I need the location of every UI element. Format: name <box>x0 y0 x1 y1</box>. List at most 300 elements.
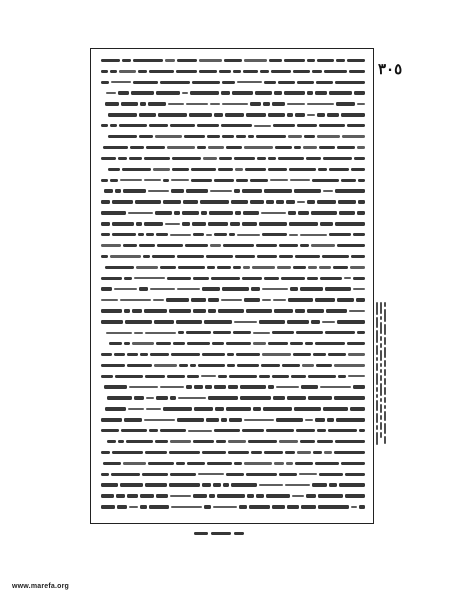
ink-word <box>193 494 207 497</box>
ink-word <box>268 342 288 345</box>
ink-word <box>335 440 365 443</box>
ink-word <box>138 70 147 73</box>
ink-word <box>272 375 289 378</box>
ink-word <box>170 495 191 497</box>
ink-word <box>111 473 140 476</box>
ink-word <box>297 451 311 453</box>
ink-word <box>298 211 309 214</box>
margin-ink-stroke <box>376 394 378 398</box>
ink-word <box>233 70 241 73</box>
ink-word <box>200 200 229 203</box>
ink-word <box>313 353 326 356</box>
ink-word <box>101 211 126 214</box>
ink-word <box>256 494 264 497</box>
ink-word <box>171 179 189 181</box>
ink-word <box>336 59 345 62</box>
margin-ink-stroke <box>380 383 382 396</box>
ink-word <box>317 59 334 62</box>
ink-word <box>120 483 143 486</box>
manuscript-line <box>99 153 365 164</box>
catchword-ink <box>234 532 244 535</box>
margin-ink-stroke <box>384 337 386 345</box>
ink-word <box>274 91 282 94</box>
ink-word <box>263 407 292 410</box>
margin-ink-stroke <box>380 432 382 438</box>
ink-word <box>287 113 293 116</box>
ink-word <box>199 70 217 73</box>
ink-word <box>148 462 174 465</box>
margin-ink-stroke <box>384 411 386 421</box>
ink-word <box>290 342 303 345</box>
manuscript-line <box>99 131 365 142</box>
ink-word <box>325 331 355 334</box>
margin-ink-stroke <box>384 360 386 367</box>
ink-word <box>274 309 293 312</box>
ink-word <box>215 407 224 410</box>
ink-word <box>350 407 365 410</box>
catchword-ink <box>194 532 208 535</box>
ink-word <box>239 505 247 508</box>
ink-word <box>348 353 365 355</box>
ink-word <box>306 157 321 160</box>
ink-word <box>170 473 196 476</box>
ink-word <box>323 407 348 410</box>
ink-word <box>318 505 349 508</box>
ink-word <box>145 375 165 378</box>
ink-word <box>299 473 317 475</box>
ink-word <box>130 146 144 149</box>
ink-word <box>129 157 142 160</box>
ink-word <box>324 451 332 453</box>
ink-word <box>127 364 152 367</box>
ink-word <box>132 309 142 312</box>
ink-word <box>272 102 285 105</box>
ink-word <box>235 211 241 214</box>
ink-word <box>118 91 129 94</box>
ink-word <box>169 451 200 454</box>
ink-word <box>279 255 293 258</box>
ink-word <box>178 331 184 334</box>
ink-word <box>209 494 215 497</box>
ink-word <box>249 505 270 508</box>
ink-word <box>282 364 300 367</box>
ink-word <box>206 234 212 236</box>
ink-word <box>317 135 340 137</box>
ink-word <box>177 418 204 421</box>
ink-word <box>312 483 327 486</box>
ink-word <box>149 505 169 508</box>
ink-word <box>123 462 146 464</box>
ink-word <box>296 331 323 334</box>
ink-word <box>266 494 290 497</box>
manuscript-line <box>99 262 365 273</box>
ink-word <box>211 277 240 280</box>
ink-word <box>276 200 284 203</box>
ink-word <box>101 451 110 454</box>
ink-word <box>204 320 232 323</box>
ink-word <box>229 418 242 421</box>
ink-word <box>262 233 287 236</box>
ink-word <box>295 462 313 465</box>
ink-word <box>256 135 286 138</box>
manuscript-text-frame <box>90 48 374 524</box>
ink-word <box>356 298 365 301</box>
margin-ink-stroke <box>380 398 382 402</box>
ink-word <box>168 103 184 105</box>
ink-word <box>279 244 298 247</box>
ink-word <box>140 505 147 508</box>
margin-ink-stroke <box>376 425 378 430</box>
ink-word <box>293 266 306 269</box>
ink-word <box>140 102 146 105</box>
ink-word <box>333 266 348 269</box>
manuscript-line <box>99 120 365 131</box>
ink-word <box>222 135 234 138</box>
ink-word <box>247 494 254 497</box>
ink-word <box>307 91 313 94</box>
ink-word <box>146 397 154 399</box>
ink-word <box>276 418 303 421</box>
ink-word <box>209 211 233 214</box>
ink-word <box>201 375 216 377</box>
ink-word <box>234 321 257 323</box>
ink-word <box>145 483 167 486</box>
ink-word <box>186 103 208 105</box>
ink-word <box>121 102 138 105</box>
ink-word <box>138 233 144 236</box>
ink-word <box>155 440 168 443</box>
ink-word <box>101 233 110 236</box>
ink-word <box>287 396 306 399</box>
ink-word <box>126 440 153 443</box>
ink-word <box>306 494 316 497</box>
ink-word <box>358 179 365 182</box>
margin-ink-stroke <box>376 330 378 343</box>
ink-word <box>308 266 317 268</box>
ink-word <box>284 91 305 94</box>
margin-ink-stroke <box>384 324 386 335</box>
ink-word <box>307 200 315 203</box>
ink-word <box>260 70 269 73</box>
ink-word <box>278 157 304 160</box>
ink-word <box>287 103 305 105</box>
ink-word <box>190 364 196 367</box>
margin-ink-stroke <box>376 345 378 355</box>
ink-word <box>248 135 254 138</box>
site-watermark: www.marefa.org <box>12 583 69 590</box>
ink-word <box>119 70 136 72</box>
ink-word <box>349 310 365 312</box>
ink-word <box>133 81 158 84</box>
ink-word <box>107 396 132 399</box>
ink-word <box>101 179 108 182</box>
ink-word <box>285 484 310 486</box>
ink-word <box>316 364 332 367</box>
ink-word <box>245 168 266 171</box>
margin-ink-stroke <box>380 375 382 381</box>
ink-word <box>359 429 365 432</box>
ink-word <box>307 277 318 280</box>
ink-word <box>339 211 355 214</box>
ink-word <box>112 233 136 236</box>
ink-word <box>222 287 249 290</box>
ink-word <box>320 386 351 388</box>
ink-word <box>197 146 206 149</box>
manuscript-line <box>99 240 365 251</box>
handwritten-text-block <box>99 55 365 513</box>
margin-ink-stroke <box>380 336 382 341</box>
ink-word <box>259 320 285 323</box>
manuscript-line <box>99 491 365 502</box>
margin-annotation <box>374 300 388 448</box>
ink-word <box>353 277 365 280</box>
ink-word <box>101 222 110 225</box>
ink-word <box>312 179 339 182</box>
ink-word <box>187 342 210 345</box>
ink-word <box>214 233 227 236</box>
ink-word <box>257 157 266 160</box>
ink-word <box>335 222 365 225</box>
margin-ink-stroke <box>376 363 378 371</box>
ink-word <box>163 179 169 182</box>
ink-word <box>139 113 156 116</box>
ink-word <box>122 59 131 62</box>
manuscript-line <box>99 502 365 513</box>
ink-word <box>213 331 231 334</box>
ink-word <box>173 342 185 345</box>
manuscript-line <box>99 251 365 262</box>
ink-word <box>353 233 365 236</box>
ink-word <box>348 375 365 377</box>
catchword <box>192 528 246 538</box>
ink-word <box>207 462 232 465</box>
ink-word <box>229 233 235 236</box>
ink-word <box>148 102 166 105</box>
ink-word <box>117 505 127 508</box>
ink-word <box>140 494 154 497</box>
ink-word <box>177 288 200 290</box>
margin-ink-stroke <box>380 363 382 367</box>
ink-word <box>337 244 365 247</box>
ink-word <box>341 179 356 182</box>
ink-word <box>353 385 365 388</box>
ink-word <box>145 451 167 454</box>
ink-word <box>251 287 260 290</box>
ink-word <box>312 70 322 73</box>
ink-word <box>146 146 165 149</box>
ink-word <box>108 168 120 171</box>
ink-word <box>294 189 321 192</box>
ink-word <box>119 124 147 127</box>
ink-word <box>335 189 365 192</box>
ink-word <box>264 451 283 454</box>
ink-word <box>105 266 134 269</box>
ink-word <box>139 135 153 138</box>
ink-word <box>328 429 357 432</box>
ink-word <box>223 483 229 486</box>
ink-word <box>176 320 202 323</box>
margin-ink-stroke <box>380 302 382 314</box>
ink-word <box>202 287 220 290</box>
ink-word <box>210 103 220 105</box>
ink-word <box>222 103 248 105</box>
ink-word <box>338 375 346 378</box>
ink-word <box>335 81 365 84</box>
ink-word <box>307 59 315 62</box>
ink-word <box>115 189 121 192</box>
margin-ink-stroke <box>380 343 382 348</box>
ink-word <box>318 494 343 497</box>
ink-word <box>228 440 246 442</box>
ink-word <box>315 418 325 421</box>
ink-word <box>206 418 219 421</box>
ink-word <box>101 59 120 62</box>
ink-word <box>144 419 175 421</box>
manuscript-line <box>99 469 365 480</box>
ink-word <box>342 135 365 137</box>
ink-word <box>347 124 365 127</box>
ink-word <box>156 91 180 94</box>
ink-word <box>345 473 365 476</box>
ink-word <box>244 59 267 61</box>
ink-word <box>109 342 122 345</box>
manuscript-line <box>99 480 365 491</box>
ink-word <box>268 113 285 116</box>
ink-word <box>142 473 168 476</box>
ink-word <box>246 309 272 312</box>
ink-word <box>269 59 282 62</box>
ink-word <box>226 407 251 410</box>
ink-word <box>154 364 177 366</box>
ink-word <box>101 70 108 73</box>
ink-word <box>272 505 285 508</box>
ink-word <box>253 407 261 410</box>
ink-word <box>230 222 240 225</box>
manuscript-line <box>99 360 365 371</box>
manuscript-line <box>99 425 365 436</box>
margin-ink-stroke <box>380 415 382 420</box>
margin-ink-stroke <box>376 413 378 423</box>
ink-word <box>302 364 314 366</box>
ink-word <box>214 179 234 182</box>
ink-word <box>256 244 277 247</box>
margin-ink-stroke <box>384 397 386 403</box>
ink-word <box>225 113 244 116</box>
ink-word <box>270 179 288 181</box>
ink-word <box>262 288 288 290</box>
ink-word <box>279 440 298 442</box>
ink-word <box>124 342 130 345</box>
ink-word <box>124 418 142 421</box>
ink-word <box>293 353 311 356</box>
ink-word <box>221 418 227 421</box>
ink-word <box>319 124 345 127</box>
ink-word <box>227 353 234 356</box>
ink-word <box>268 385 274 388</box>
ink-word <box>322 255 349 258</box>
catchword-ink <box>211 532 231 535</box>
ink-word <box>202 483 211 486</box>
ink-word <box>182 222 190 225</box>
ink-word <box>246 473 277 476</box>
ink-word <box>300 244 309 247</box>
ink-word <box>301 505 316 508</box>
ink-word <box>221 124 252 127</box>
ink-word <box>253 342 266 344</box>
ink-word <box>345 494 365 497</box>
ink-word <box>251 451 262 454</box>
ink-word <box>311 211 337 214</box>
ink-word <box>171 353 200 356</box>
ink-word <box>236 135 246 138</box>
ink-word <box>237 364 259 367</box>
ink-word <box>315 342 345 345</box>
ink-word <box>122 168 151 171</box>
ink-word <box>349 70 365 73</box>
ink-word <box>170 396 176 399</box>
ink-word <box>101 505 115 508</box>
ink-word <box>198 364 225 367</box>
ink-word <box>207 266 215 269</box>
ink-word <box>248 440 277 443</box>
ink-word <box>307 103 334 105</box>
ink-word <box>184 135 205 138</box>
ink-word <box>208 298 219 301</box>
ink-word <box>357 331 365 334</box>
ink-word <box>344 277 351 279</box>
ink-word <box>176 70 197 73</box>
ink-word <box>235 168 243 170</box>
ink-word <box>208 309 216 312</box>
ink-word <box>101 494 114 497</box>
ink-word <box>105 102 119 105</box>
ink-word <box>253 332 270 334</box>
ink-word <box>290 287 298 290</box>
ink-word <box>354 91 365 94</box>
ink-word <box>328 353 346 356</box>
ink-word <box>150 288 175 290</box>
ink-word <box>228 451 249 454</box>
ink-word <box>233 331 251 334</box>
ink-word <box>193 277 209 280</box>
ink-word <box>182 211 199 214</box>
ink-word <box>286 200 295 203</box>
ink-word <box>288 298 313 301</box>
ink-word <box>176 462 185 465</box>
ink-word <box>199 59 222 61</box>
ink-word <box>217 266 231 269</box>
ink-word <box>234 189 240 192</box>
ink-word <box>108 113 137 116</box>
ink-word <box>108 135 137 138</box>
ink-word <box>243 211 259 214</box>
ink-word <box>203 157 217 159</box>
ink-word <box>237 234 260 236</box>
manuscript-line <box>99 305 365 316</box>
manuscript-line <box>99 273 365 284</box>
ink-word <box>103 146 128 149</box>
ink-word <box>202 451 226 454</box>
ink-word <box>124 309 130 312</box>
ink-word <box>311 244 335 246</box>
ink-word <box>101 277 122 280</box>
ink-word <box>324 70 347 73</box>
ink-word <box>131 91 154 94</box>
ink-word <box>295 113 305 116</box>
manuscript-line <box>99 327 365 338</box>
ink-word <box>218 168 233 171</box>
ink-word <box>185 244 208 247</box>
